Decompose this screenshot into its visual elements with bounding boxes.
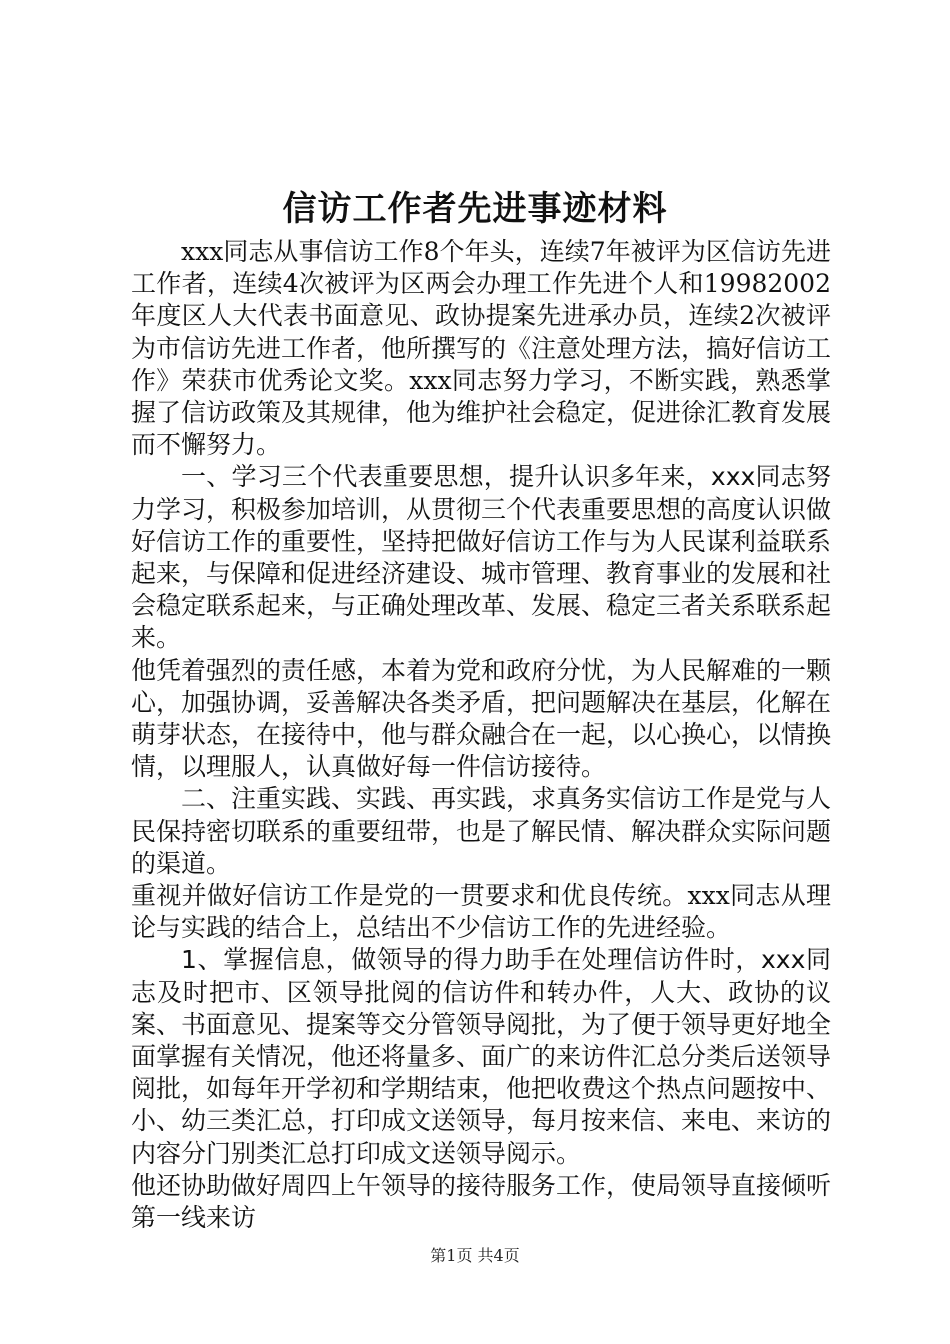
- paragraph-item-1-body: 他还协助做好周四上午领导的接待服务工作，使局领导直接倾听第一线来访: [131, 1170, 832, 1233]
- paragraph-section-1-heading: 一、学习三个代表重要思想，提升认识多年来，xxx同志努力学习，积极参加培训，从贯彻三个代表重要思想的高度认识做好信访工作的重要性，坚持把做好信访工作与为人民谋利益联系起来，与保障和促进经济建设、城市管理、教育事业的发展和社会稳定联系起来，与正确处理改革、发展、稳定三者关系联系起来。: [131, 462, 832, 653]
- document-title: 信访工作者先进事迹材料: [282, 189, 668, 229]
- page-number-footer: 第1页 共4页: [430, 1246, 520, 1265]
- paragraph-section-1-body: 他凭着强烈的责任感，本着为党和政府分忧，为人民解难的一颗心，加强协调，妥善解决各类矛盾，把问题解决在基层，化解在萌芽状态，在接待中，他与群众融合在一起，以心换心，以情换情，以理服人，认真做好每一件信访接待。: [131, 655, 832, 782]
- paragraph-section-2-heading: 二、注重实践、实践、再实践，求真务实信访工作是党与人民保持密切联系的重要纽带，也是了解民情、解决群众实际问题的渠道。: [131, 784, 832, 878]
- paragraph-section-2-body: 重视并做好信访工作是党的一贯要求和优良传统。xxx同志从理论与实践的结合上，总结出不少信访工作的先进经验。: [131, 881, 831, 943]
- paragraph-intro: xxx同志从事信访工作8个年头，连续7年被评为区信访先进工作者，连续4次被评为区两会办理工作先进个人和19982002年度区人大代表书面意见、政协提案先进承办员，连续2次被评为市信访先进工作者，他所撰写的《注意处理方法，搞好信访工作》荣获市优秀论文奖。xxx同志努力学习，不断实践，熟悉掌握了信访政策及其规律，他为维护社会稳定，促进徐汇教育发展而不懈努力。: [131, 237, 832, 460]
- document-body: [131, 236, 831, 1234]
- paragraph-item-1-heading: 1、掌握信息，做领导的得力助手在处理信访件时，xxx同志及时把市、区领导批阅的信访件和转办件，人大、政协的议案、书面意见、提案等交分管领导阅批，为了便于领导更好地全面掌握有关情况，他还将量多、面广的来访件汇总分类后送领导阅批，如每年开学初和学期结束，他把收费这个热点问题按中、小、幼三类汇总，打印成文送领导，每月按来信、来电、来访的内容分门别类汇总打印成文送领导阅示。: [131, 945, 832, 1168]
